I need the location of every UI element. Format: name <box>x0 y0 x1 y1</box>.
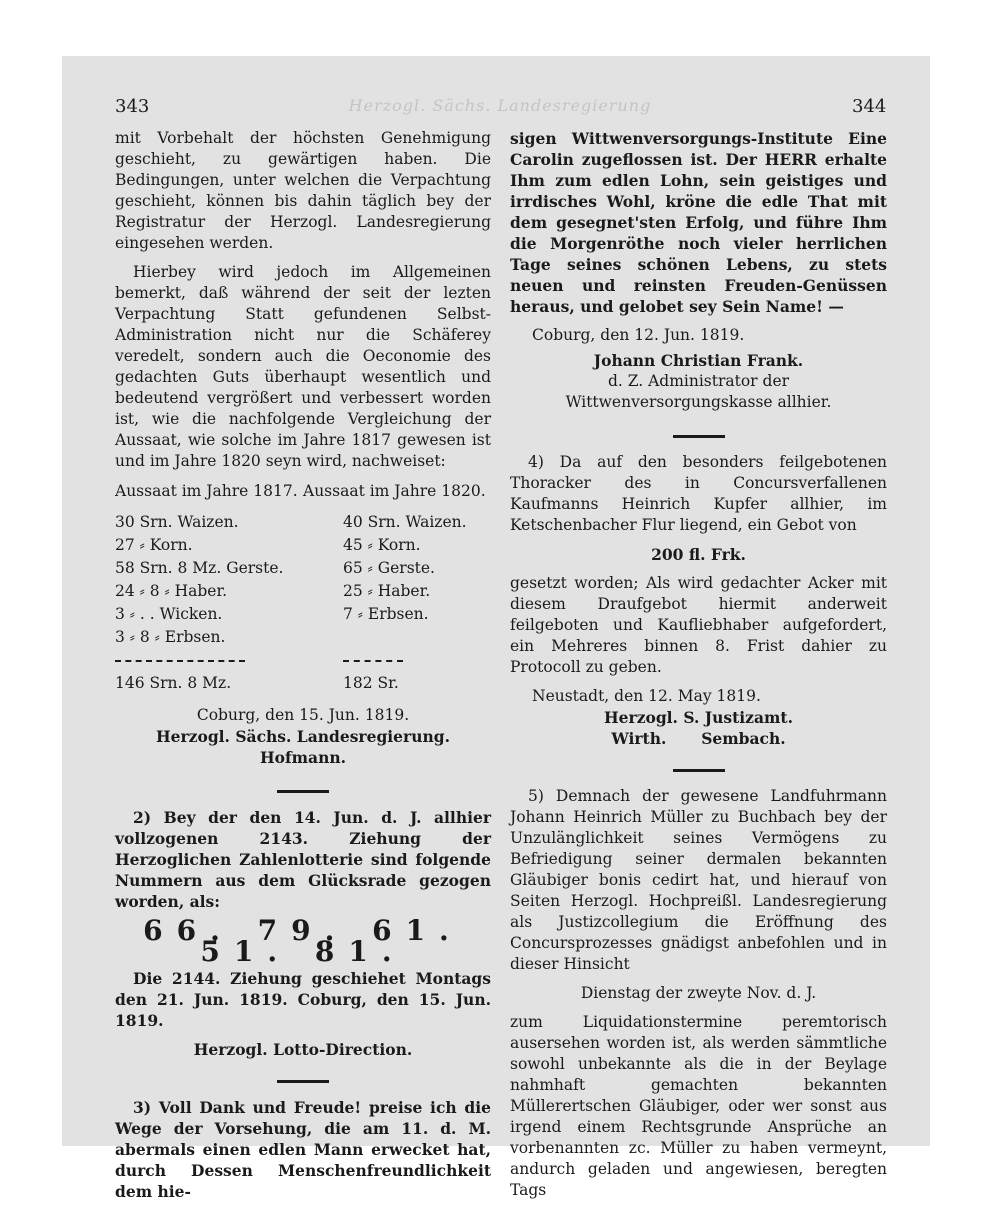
section-divider <box>673 435 725 438</box>
section-divider <box>277 1080 329 1083</box>
cell: 25 ⸗ Haber. <box>343 582 431 600</box>
amount: 200 fl. Frk. <box>651 545 746 564</box>
seed-table <box>115 480 491 695</box>
right-column <box>510 128 887 1209</box>
sum-rule <box>343 660 403 662</box>
paragraph: sigen Wittwenversorgungs-Institute Eine Carolin zugeflossen ist. Der HERR erhalte Ihm zum edlen Lohn, sein geistiges und irrdisches Wohl, kröne die edle That mit dem gesegnet'sten Erfolg, und führe Ihm die Morgenröthe noch vieler herrlichen Tage seines schönen Lebens, zu stets neuen und reinsten Freuden-Genüssen heraus, und gelobet sey Sein Name! — <box>510 129 887 316</box>
paragraph: Die 2144. Ziehung geschiehet Montags den 21. Jun. 1819. Coburg, den 15. Jun. 1819. <box>115 969 491 1030</box>
signature: Herzogl. Lotto-Direction. <box>193 1040 413 1059</box>
cell: 65 ⸗ Gerste. <box>343 559 435 577</box>
section-divider <box>673 769 725 772</box>
lottery-numbers: 66. 79. 61. 51. 81. <box>143 914 463 968</box>
cell: 3 ⸗ 8 ⸗ Erbsen. <box>115 628 226 646</box>
table-row <box>115 511 491 534</box>
table-head: Aussaat im Jahre 1820. <box>303 482 486 500</box>
signature: Herzogl. S. Justizamt. <box>604 708 793 727</box>
signature: Sembach. <box>701 729 786 748</box>
cell: 30 Srn. Waizen. <box>115 513 239 531</box>
signature-title: d. Z. Administrator der Wittwenversorgungskasse allhier. <box>565 372 832 411</box>
paragraph: mit Vorbehalt der höchsten Genehmigung geschieht, zu gewärtigen haben. Die Bedingungen, unter welchen die Verpachtung geschieht, können bis dahin täglich bey der Registratur der Herzogl. Landesregierung eingesehen werden. <box>115 129 491 252</box>
table-row <box>115 626 491 649</box>
cell: 58 Srn. 8 Mz. Gerste. <box>115 559 284 577</box>
signature: Johann Christian Frank. <box>593 351 804 370</box>
paragraph: 3) Voll Dank und Freude! preise ich die Wege der Vorsehung, die am 11. d. M. abermals einen edlen Mann erwecket hat, durch Dessen Menschenfreundlichkeit dem hie- <box>115 1098 491 1201</box>
date-line: Dienstag der zweyte Nov. d. J. <box>580 984 817 1002</box>
cell: 45 ⸗ Korn. <box>343 536 421 554</box>
cell <box>303 626 491 649</box>
cell: 27 ⸗ Korn. <box>115 536 193 554</box>
paragraph: Hierbey wird jedoch im Allgemeinen bemerkt, daß während der seit der lezten Verpachtung Statt gefundenen Selbst-Administration nicht nur die Schäferey veredelt, sondern auch die Oeconomie des gedachten Guts überhaupt wesentlich und bedeutend vergrößert und verbessert worden ist, wie die nachfolgende Vergleichung der Aussaat, wie solche im Jahre 1817 gewesen ist und im Jahre 1820 seyn wird, nachweiset: <box>115 263 491 470</box>
signature: Hofmann. <box>259 748 347 767</box>
cell: 24 ⸗ 8 ⸗ Haber. <box>115 582 228 600</box>
cell: 40 Srn. Waizen. <box>343 513 467 531</box>
paragraph: 5) Demnach der gewesene Landfuhrmann Johann Heinrich Müller zu Buchbach bey der Unzulänglichkeit seines Vermögens zu Befriedigung seiner dermalen bekannten Gläubiger bonis cedirt hat, und hierauf von Seiten Herzogl. Hochpreißl. Landesregierung als Justizcollegium die Eröffnung des Concursprozesses gnädigst anbefohlen und in dieser Hinsicht <box>510 787 887 973</box>
signature: Herzogl. Sächs. Landesregierung. <box>156 727 450 746</box>
left-column <box>115 128 491 1210</box>
sum-rule <box>115 660 245 662</box>
paragraph: 4) Da auf den besonders feilgebotenen Thoracker des in Concursverfallenen Kaufmanns Heinrich Kupfer allhier, im Ketschenbacher Flur liegend, ein Gebot von <box>510 453 887 534</box>
signature-row <box>510 728 887 749</box>
dateline: Coburg, den 12. Jun. 1819. <box>532 326 745 344</box>
table-row <box>115 603 491 626</box>
sum-cell: 146 Srn. 8 Mz. <box>115 674 232 692</box>
cell: 3 ⸗ . . Wicken. <box>115 605 223 623</box>
table-row <box>115 557 491 580</box>
table-head: Aussaat im Jahre 1817. <box>115 482 298 500</box>
dateline: Neustadt, den 12. May 1819. <box>532 687 761 705</box>
table-row <box>115 534 491 557</box>
cell: 7 ⸗ Erbsen. <box>343 605 429 623</box>
running-header-faint: Herzogl. Sächs. Landesregierung <box>348 96 652 115</box>
sum-cell: 182 Sr. <box>343 674 399 692</box>
paragraph: gesetzt worden; Als wird gedachter Acker mit diesem Draufgebot hiermit anderweit feilgeboten und Kaufliebhaber aufgefordert, ein Mehreres binnen 8. Frist dahier zu Protocoll zu geben. <box>510 574 887 676</box>
table-row <box>115 580 491 603</box>
dateline: Coburg, den 15. Jun. 1819. <box>196 706 410 724</box>
paragraph: zum Liquidationstermine peremtorisch ausersehen worden ist, als werden sämmtliche sowohl unbekannte als die in der Beylage nahmhaft gemachten bekannten Müllerertschen Gläubiger, oder wer sonst aus irgend einem Rechtsgrunde Ansprüche an vorbenannten zc. Müller zu haben vermeynt, andurch geladen und angewiesen, beregten Tags <box>510 1013 887 1199</box>
paragraph: 2) Bey der den 14. Jun. d. J. allhier vollzogenen 2143. Ziehung der Herzoglichen Zahlenlotterie sind folgende Nummern aus dem Glücksrade gezogen worden, als: <box>115 808 491 911</box>
signature: Wirth. <box>611 729 667 748</box>
page-number-left: 343 <box>115 96 150 117</box>
page-number-right: 344 <box>852 96 887 117</box>
section-divider <box>277 790 329 793</box>
